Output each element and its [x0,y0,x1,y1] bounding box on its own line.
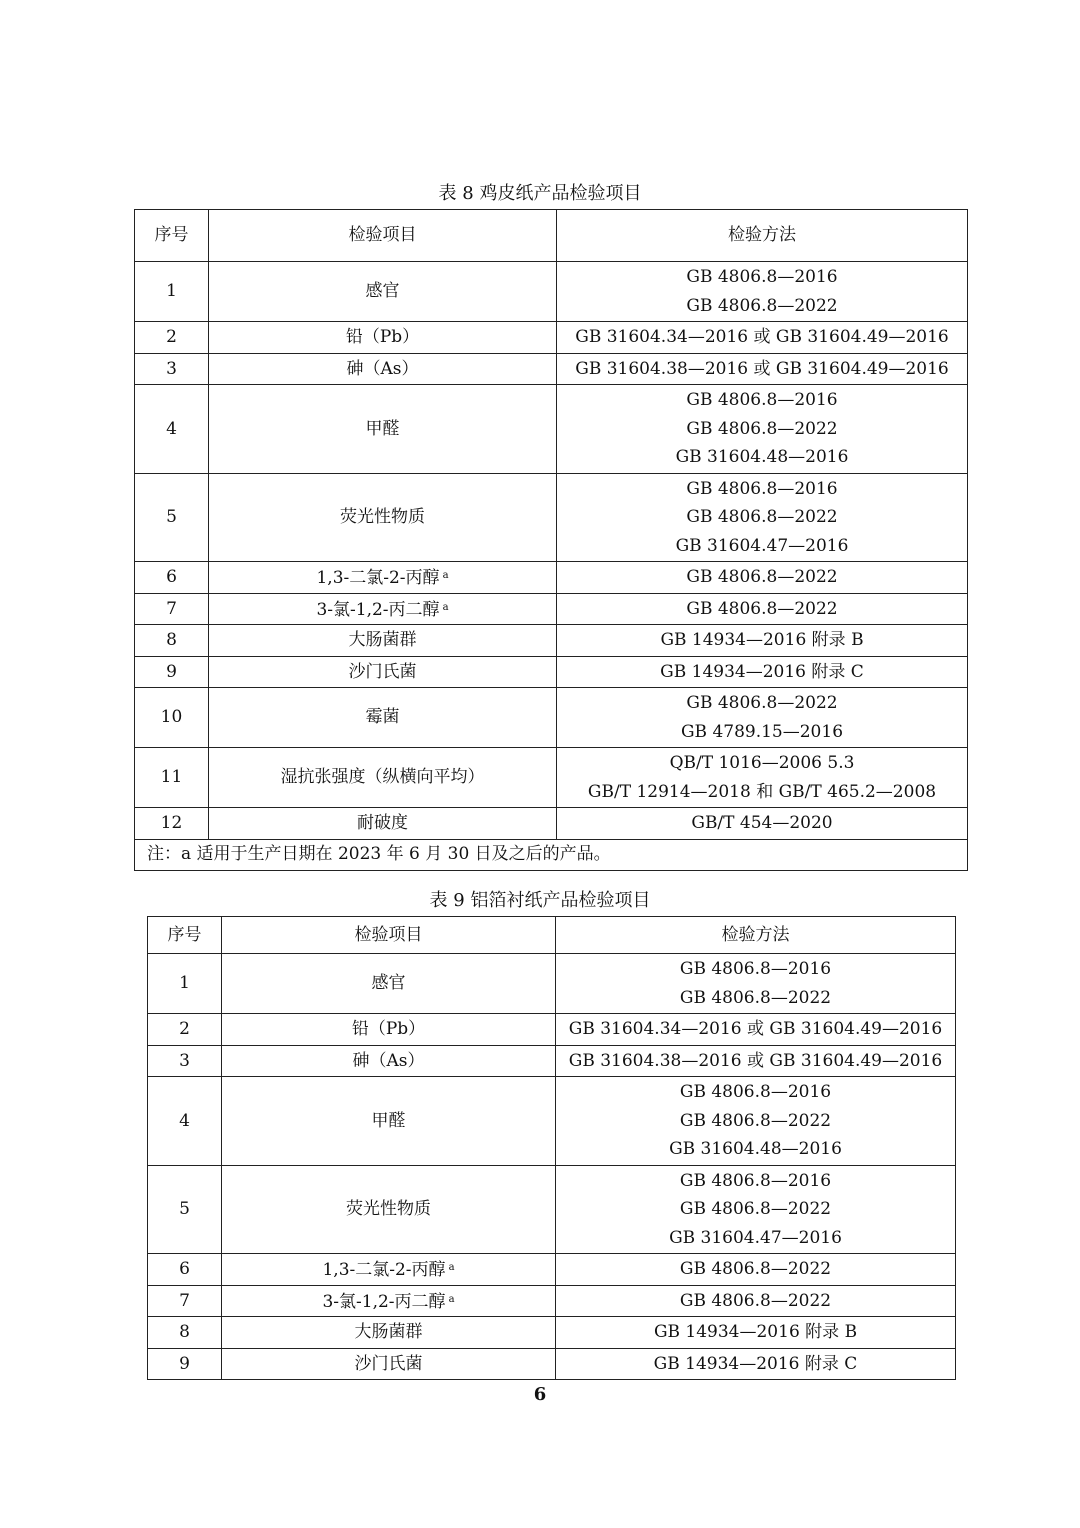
inspection-method [557,625,968,657]
inspection-item-label: 荧光性物质 [340,507,425,527]
row-number: 4 [148,1077,222,1166]
table8-header-row [135,210,968,262]
inspection-item-label: 霉菌 [365,707,400,728]
method-line: GB 31604.38—2016 或 GB 31604.49—2016 [568,1050,943,1071]
inspection-method [557,808,968,840]
method-line: GB 31604.38—2016 或 GB 31604.49—2016 [575,358,949,379]
method-line: GB 4806.8—2022 [686,567,838,587]
inspection-method [556,1254,956,1286]
table-row [148,1077,956,1166]
inspection-item-label: 1,3-二氯-2-丙醇 [322,1260,446,1280]
row-number: 8 [148,1317,222,1349]
method-line: GB 4806.8—2022 [686,598,838,619]
inspection-item [209,322,557,354]
header-item: 检验项目 [222,917,556,954]
inspection-method [556,1348,956,1380]
inspection-method [557,748,968,808]
inspection-item [222,1014,556,1046]
inspection-item-label: 沙门氏菌 [354,1353,423,1374]
inspection-item [222,1045,556,1077]
method-line: GB 4806.8—2022 [679,1290,832,1311]
method-line: GB 4806.8—2016 [686,390,838,410]
table8 [134,209,968,871]
table-row [135,562,968,594]
table8-note: 注：a 适用于生产日期在 2023 年 6 月 30 日及之后的产品。 [135,839,968,870]
table-row [135,262,968,322]
method-line: GB 4806.8—2016 [679,1082,832,1102]
row-number: 5 [135,473,209,562]
inspection-item [222,1254,556,1286]
inspection-item [209,262,557,322]
table-row [148,1317,956,1349]
inspection-item [222,1165,556,1254]
row-number: 3 [135,353,209,385]
row-number: 8 [135,625,209,657]
header-no: 序号 [135,210,209,262]
table-row [148,954,956,1014]
inspection-item [222,1285,556,1317]
inspection-item-label: 大肠菌群 [354,1322,423,1342]
table-row [135,593,968,625]
inspection-method [556,1165,956,1254]
inspection-item-label: 甲醛 [365,418,400,439]
method-line: GB 4806.8—2016 [679,959,832,979]
method-line: GB/T 12914—2018 和 GB/T 465.2—2008 [587,781,937,802]
inspection-item [222,1077,556,1166]
row-number: 7 [135,593,209,625]
method-line: GB 31604.48—2016 [675,447,849,467]
inspection-method [557,562,968,594]
row-number: 4 [135,385,209,474]
inspection-item [209,473,557,562]
inspection-item-label: 感官 [365,281,400,302]
row-number: 10 [135,688,209,748]
inspection-item [209,625,557,657]
row-number: 7 [148,1285,222,1317]
method-line: GB 4806.8—2016 [686,267,838,287]
row-number: 1 [148,954,222,1014]
method-line: GB 4806.8—2022 [686,418,838,439]
method-line: GB 4806.8—2022 [686,295,838,316]
method-line: GB 31604.34—2016 或 GB 31604.49—2016 [568,1019,943,1039]
table-row [148,1045,956,1077]
table-row [135,353,968,385]
inspection-item-label: 1,3-二氯-2-丙醇 [316,568,440,588]
row-number: 2 [135,322,209,354]
footnote-marker: a [442,601,449,613]
inspection-item [222,954,556,1014]
row-number: 6 [148,1254,222,1286]
inspection-item-label: 荧光性物质 [346,1199,431,1219]
row-number: 9 [148,1348,222,1380]
method-line: GB 14934—2016 附录 C [653,1353,858,1374]
table8-caption: 表 8 鸡皮纸产品检验项目 [438,183,642,204]
method-line: GB 4806.8—2022 [679,1199,832,1219]
inspection-method [556,954,956,1014]
method-line: GB 14934—2016 附录 C [660,661,864,682]
row-number: 11 [135,748,209,808]
method-line: GB 4806.8—2022 [679,1110,832,1131]
inspection-item [209,562,557,594]
table-row [135,688,968,748]
table9 [147,916,956,1380]
inspection-item-label: 甲醛 [371,1110,406,1131]
method-line: GB 31604.47—2016 [675,535,849,556]
inspection-method [557,656,968,688]
method-line: GB 4806.8—2016 [686,478,838,499]
table-row [148,1348,956,1380]
inspection-item [209,656,557,688]
inspection-method [557,353,968,385]
footnote-marker: a [442,570,449,581]
inspection-item [209,748,557,808]
table-row [135,748,968,808]
inspection-item [209,593,557,625]
header-method: 检验方法 [556,917,956,954]
inspection-item [222,1348,556,1380]
inspection-item-label: 铅（Pb） [351,1019,426,1039]
table-row [148,1285,956,1317]
inspection-item-label: 砷（As） [346,358,419,379]
inspection-item-label: 沙门氏菌 [348,661,417,682]
row-number: 2 [148,1014,222,1046]
inspection-method [556,1014,956,1046]
method-line: GB 31604.34—2016 或 GB 31604.49—2016 [575,327,949,347]
inspection-item [222,1317,556,1349]
table-row [135,656,968,688]
row-number: 3 [148,1045,222,1077]
method-line: GB 4789.15—2016 [680,721,844,742]
row-number: 5 [148,1165,222,1254]
method-line: GB 4806.8—2022 [679,987,832,1008]
table-row [135,473,968,562]
inspection-item [209,808,557,840]
inspection-method [557,322,968,354]
inspection-method [557,593,968,625]
row-number: 1 [135,262,209,322]
table9-header-row [148,917,956,954]
inspection-item-label: 湿抗张强度（纵横向平均） [280,767,485,788]
page-number: 6 [533,1384,547,1405]
method-line: GB 4806.8—2022 [679,1259,832,1279]
table-row [135,385,968,474]
footnote-marker: a [448,1293,455,1305]
inspection-item-label: 砷（As） [352,1050,425,1071]
footnote-marker: a [448,1262,455,1273]
method-line: GB 14934—2016 附录 B [660,630,864,650]
inspection-item-label: 耐破度 [357,813,408,833]
table-row [148,1254,956,1286]
inspection-method [556,1285,956,1317]
inspection-item-label: 3-氯-1,2-丙二醇 [316,599,440,620]
method-line: GB 31604.47—2016 [669,1227,842,1248]
row-number: 9 [135,656,209,688]
inspection-method [556,1077,956,1166]
table-row [148,1165,956,1254]
inspection-method [557,385,968,474]
inspection-item [209,385,557,474]
inspection-method [556,1045,956,1077]
inspection-item [209,688,557,748]
inspection-method [557,473,968,562]
method-line: GB 31604.48—2016 [669,1139,842,1159]
table-row [135,322,968,354]
method-line: GB 4806.8—2022 [686,507,838,527]
inspection-item-label: 铅（Pb） [345,327,420,347]
inspection-method [557,688,968,748]
row-number: 12 [135,808,209,840]
inspection-method [557,262,968,322]
header-method: 检验方法 [557,210,968,262]
method-line: GB 4806.8—2016 [679,1170,832,1191]
row-number: 6 [135,562,209,594]
inspection-method [556,1317,956,1349]
method-line: GB/T 454—2020 [691,813,833,833]
inspection-item-label: 大肠菌群 [348,630,417,650]
method-line: GB 4806.8—2022 [686,693,838,713]
inspection-item-label: 3-氯-1,2-丙二醇 [322,1291,446,1312]
header-no: 序号 [148,917,222,954]
table9-caption: 表 9 铝箔衬纸产品检验项目 [429,890,651,911]
inspection-item [209,353,557,385]
inspection-item-label: 感官 [371,973,406,994]
header-item: 检验项目 [209,210,557,262]
table-row [135,625,968,657]
method-line: QB/T 1016—2006 5.3 [669,753,855,773]
table-row [148,1014,956,1046]
method-line: GB 14934—2016 附录 B [653,1322,858,1342]
table-row [135,808,968,840]
